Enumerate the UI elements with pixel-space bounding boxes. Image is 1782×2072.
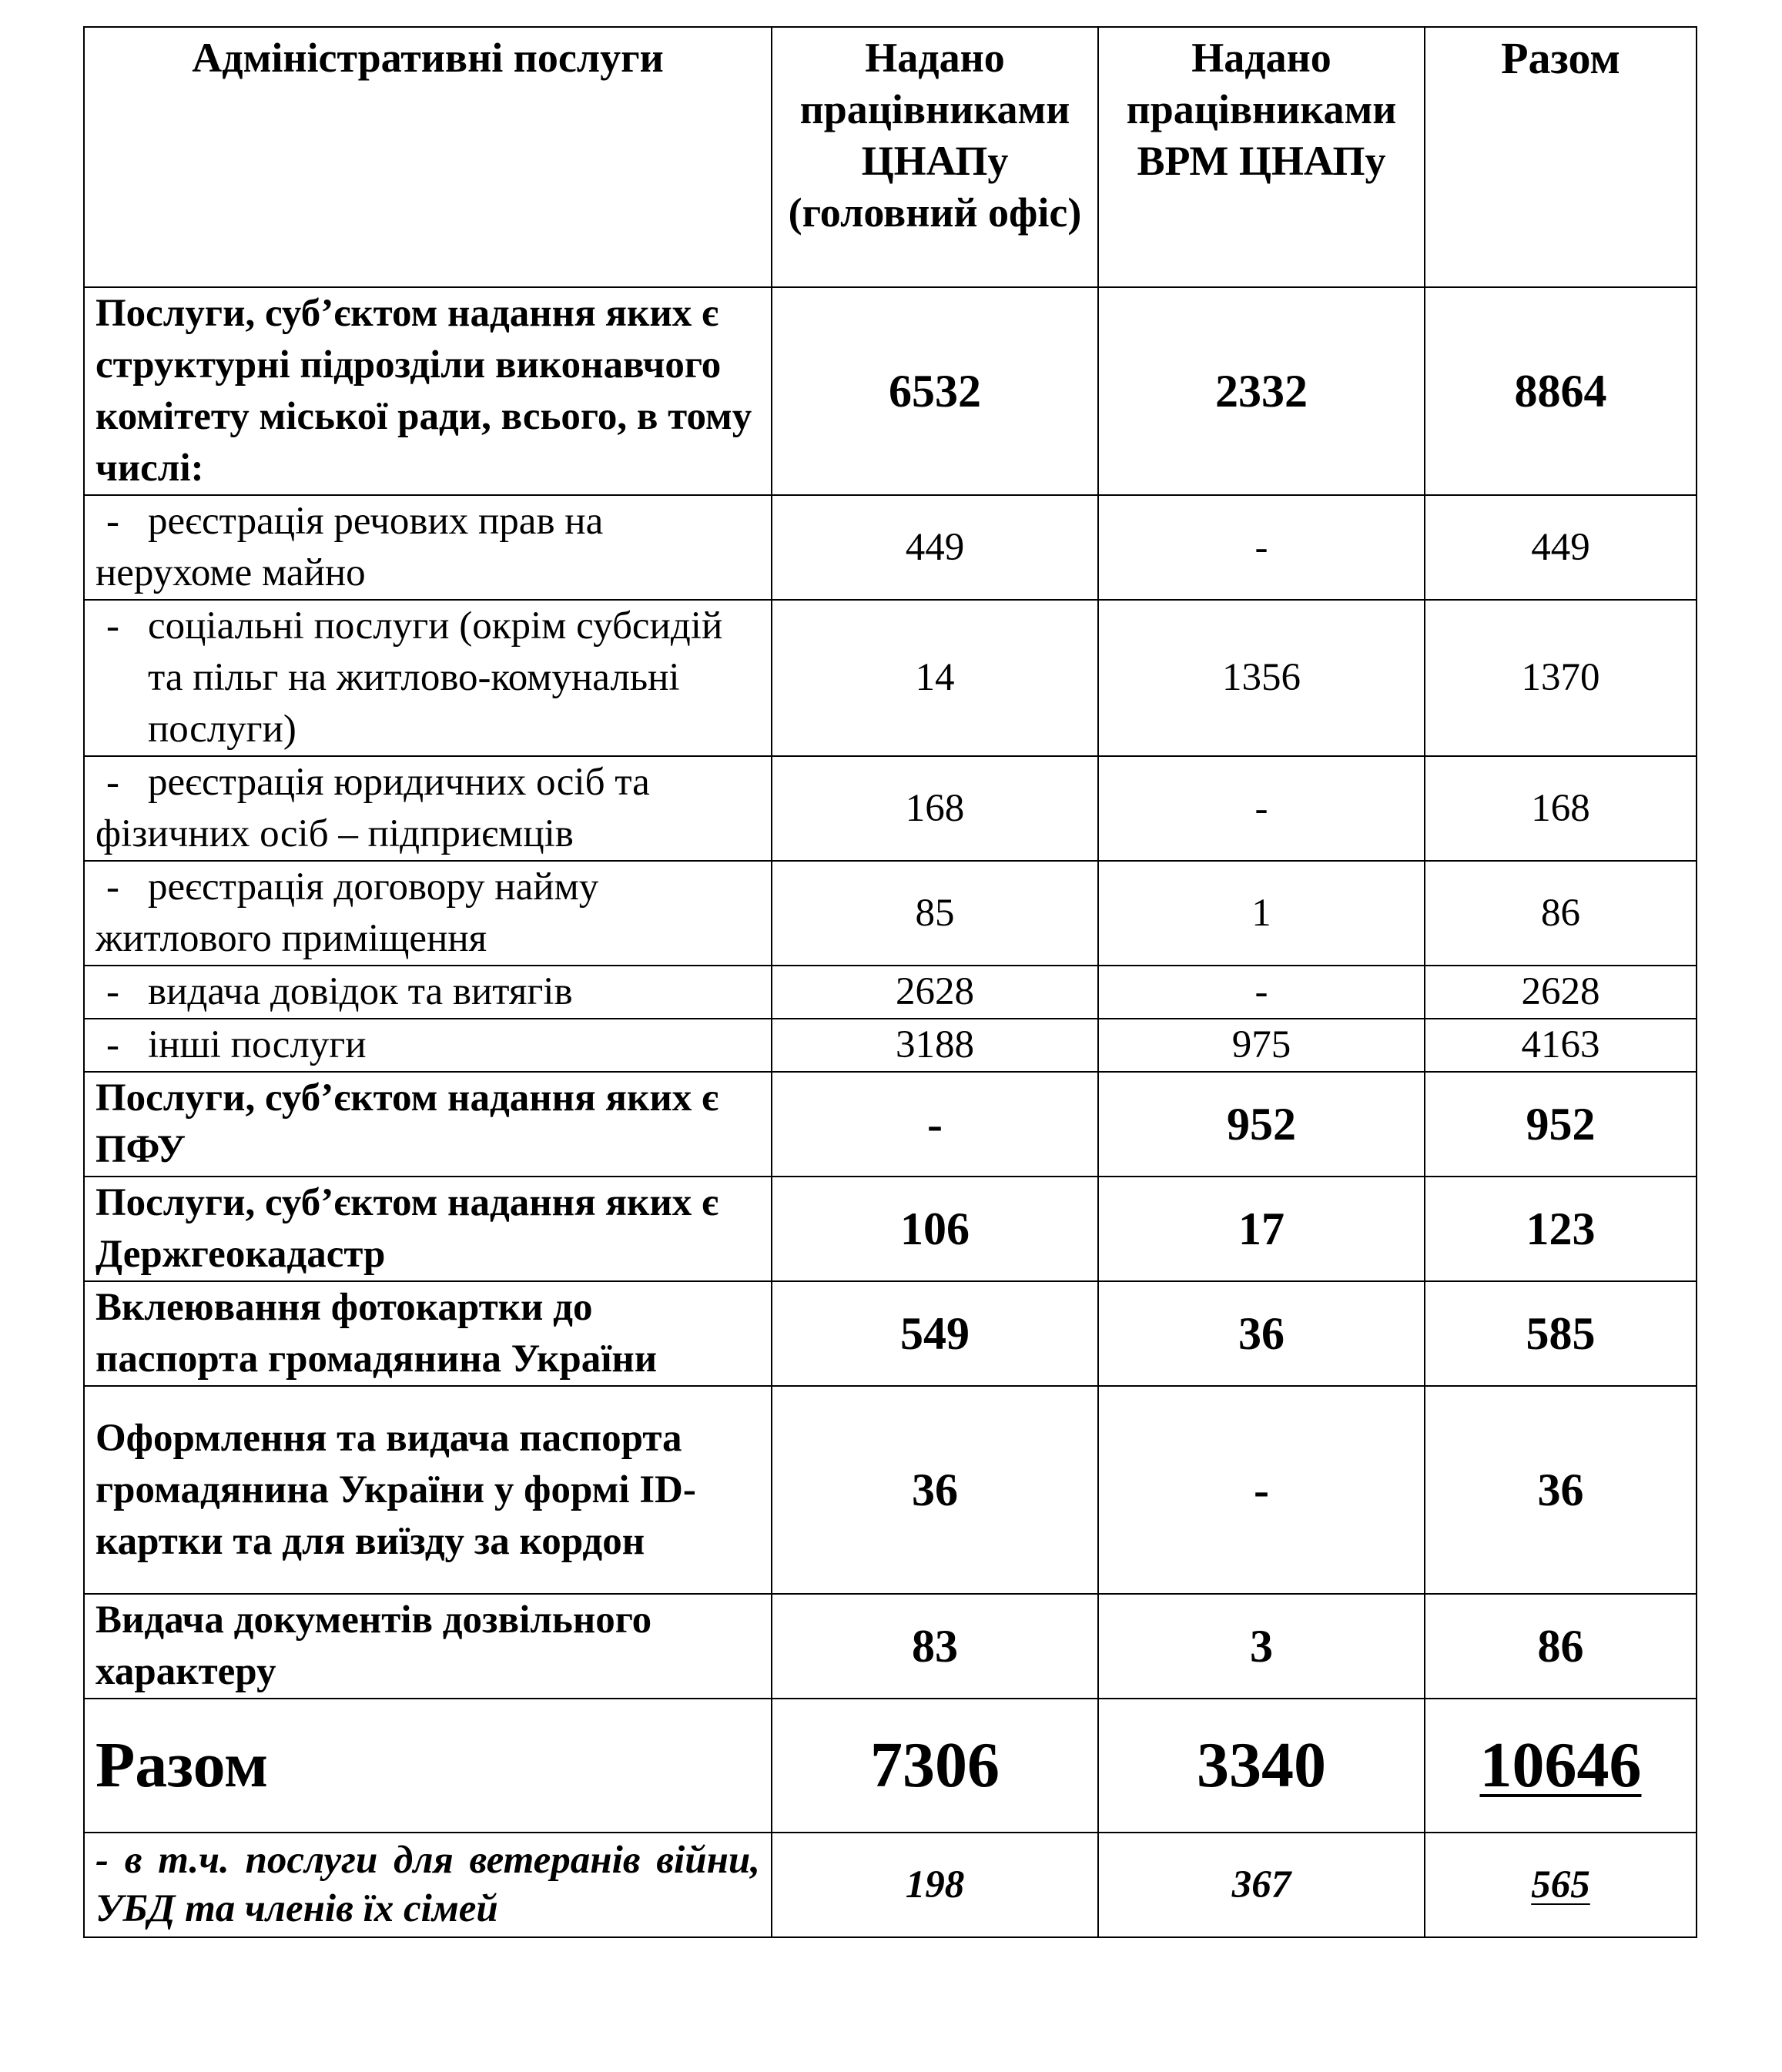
row-label: Вклеювання фотокартки до паспорта громадянина України [84,1281,772,1386]
row-label: Послуги, суб’єктом надання яких є ПФУ [84,1072,772,1177]
row-main-value: 14 [772,600,1098,756]
table-row [84,861,1697,966]
row-main-value: - [772,1072,1098,1177]
row-label: - видача довідок та витягів [84,966,772,1019]
row-vrm-value: 1356 [1098,600,1425,756]
row-vrm-value: - [1098,1386,1425,1594]
row-label: - реєстрація юридичних осіб та фізичних осіб – підприємців [84,756,772,861]
row-label: - реєстрація договору найму житлового приміщення [84,861,772,966]
row-total-value: 585 [1425,1281,1697,1386]
row-total-value: 123 [1425,1177,1697,1281]
table-row [84,756,1697,861]
row-main-value: 85 [772,861,1098,966]
table-row [84,287,1697,495]
row-total-value: 86 [1425,1594,1697,1699]
veterans-label: - в т.ч. послуги для ветеранів війни, УБД та членів їх сімей [84,1833,772,1937]
header-main-office: Надано працівниками ЦНАПу (головний офіс) [772,27,1098,287]
table-row [84,1072,1697,1177]
row-total-value: 2628 [1425,966,1697,1019]
row-main-value: 106 [772,1177,1098,1281]
row-label: Послуги, суб’єктом надання яких є структурні підрозділи виконавчого комітету міської ради, всього, в тому числі: [84,287,772,495]
veterans-row [84,1833,1697,1937]
veterans-total: 565 [1425,1833,1697,1937]
table-row [84,600,1697,756]
row-vrm-value: - [1098,495,1425,600]
veterans-vrm: 367 [1098,1833,1425,1937]
row-main-value: 2628 [772,966,1098,1019]
row-label: Оформлення та видача паспорта громадянина України у формі ID-картки та для виїзду за кордон [84,1386,772,1594]
row-vrm-value: 3 [1098,1594,1425,1699]
row-label: Видача документів дозвільного характеру [84,1594,772,1699]
grand-total-total: 10646 [1425,1699,1697,1833]
row-total-value: 168 [1425,756,1697,861]
row-total-value: 8864 [1425,287,1697,495]
row-total-value: 86 [1425,861,1697,966]
row-vrm-value: - [1098,756,1425,861]
row-label: - соціальні послуги (окрім субсидій та пільг на житлово-комунальні послуги) [84,600,772,756]
table-row [84,1594,1697,1699]
table-row [84,1281,1697,1386]
row-vrm-value: 17 [1098,1177,1425,1281]
row-vrm-value: 1 [1098,861,1425,966]
header-total: Разом [1425,27,1697,287]
row-main-value: 6532 [772,287,1098,495]
row-main-value: 3188 [772,1019,1098,1072]
grand-total-main: 7306 [772,1699,1098,1833]
services-report-table [83,26,1697,1938]
header-vrm: Надано працівниками ВРМ ЦНАПу [1098,27,1425,287]
row-total-value: 449 [1425,495,1697,600]
row-main-value: 36 [772,1386,1098,1594]
row-vrm-value: 2332 [1098,287,1425,495]
table-row [84,1177,1697,1281]
row-main-value: 449 [772,495,1098,600]
table-row [84,1019,1697,1072]
row-vrm-value: 36 [1098,1281,1425,1386]
table-row [84,495,1697,600]
row-label: - інші послуги [84,1019,772,1072]
header-services: Адміністративні послуги [84,27,772,287]
grand-total-row [84,1699,1697,1833]
row-vrm-value: 975 [1098,1019,1425,1072]
table-header-row [84,27,1697,287]
veterans-main: 198 [772,1833,1098,1937]
row-vrm-value: - [1098,966,1425,1019]
row-label: Послуги, суб’єктом надання яких є Держгеокадастр [84,1177,772,1281]
row-main-value: 549 [772,1281,1098,1386]
grand-total-vrm: 3340 [1098,1699,1425,1833]
row-total-value: 4163 [1425,1019,1697,1072]
row-vrm-value: 952 [1098,1072,1425,1177]
table-row [84,1386,1697,1594]
table-row [84,966,1697,1019]
row-main-value: 168 [772,756,1098,861]
row-total-value: 36 [1425,1386,1697,1594]
grand-total-label: Разом [84,1699,772,1833]
row-label: - реєстрація речових прав на нерухоме майно [84,495,772,600]
row-total-value: 1370 [1425,600,1697,756]
row-main-value: 83 [772,1594,1098,1699]
row-total-value: 952 [1425,1072,1697,1177]
